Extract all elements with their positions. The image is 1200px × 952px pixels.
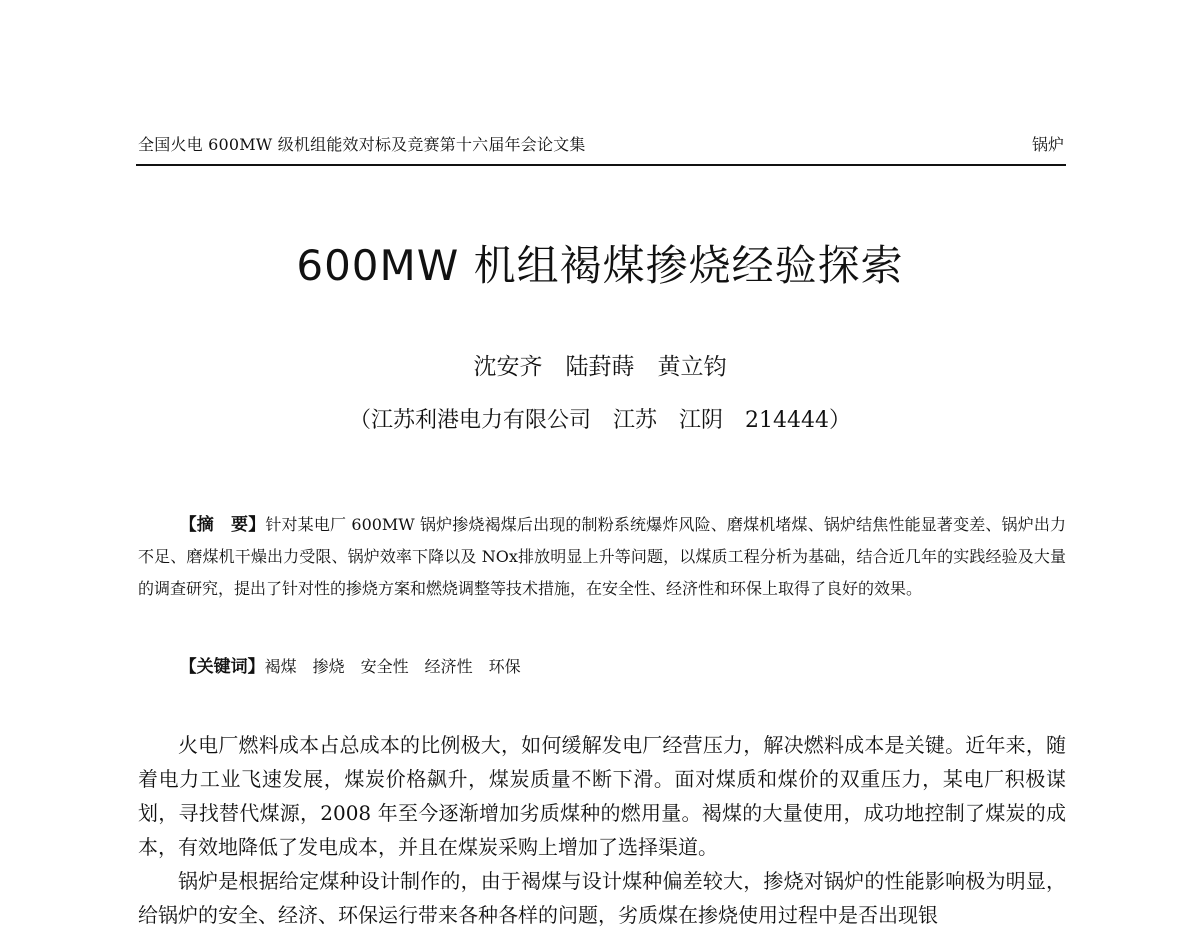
author-list: 沈安齐 陆葑蒔 黄立钧: [473, 354, 727, 380]
running-header: [136, 134, 1066, 166]
keywords-block: [138, 651, 1066, 683]
proceedings-title: 全国火电 600MW 级机组能效对标及竞赛第十六届年会论文集: [138, 135, 586, 154]
abstract-block: [138, 509, 1066, 605]
keywords-text: 褐煤 掺烧 安全性 经济性 环保: [264, 657, 521, 676]
keywords-label: 【关键词】: [179, 657, 265, 677]
paper-title: 600MW 机组褐煤掺烧经验探索: [296, 241, 904, 290]
body-text: [138, 728, 1066, 932]
abstract-paragraph: [138, 509, 1066, 605]
body-paragraph-2: 锅炉是根据给定煤种设计制作的，由于褐煤与设计煤种偏差较大，掺烧对锅炉的性能影响极为明显，给锅炉的安全、经济、环保运行带来各种各样的问题，劣质煤在掺烧使用过程中是否出现银: [138, 869, 1066, 927]
section-label: 锅炉: [1031, 135, 1064, 154]
abstract-text: 针对某电厂 600MW 锅炉掺烧褐煤后出现的制粉系统爆炸风险、磨煤机堵煤、锅炉结焦性能显著变差、锅炉出力不足、磨煤机干燥出力受限、锅炉效率下降以及 NOx排放明显上升等问题，以煤质工程分析为基础，结合近几年的实践经验及大量的调查研究，提出了针对性的掺烧方案和燃烧调整等技术措施，在安全性、经济性和环保上取得了良好的效果。: [138, 515, 1067, 598]
affiliation: （江苏利港电力有限公司 江苏 江阴 214444）: [349, 408, 851, 433]
abstract-label: 【摘 要】: [179, 515, 266, 535]
body-paragraph-1: 火电厂燃料成本占总成本的比例极大，如何缓解发电厂经营压力，解决燃料成本是关键。近年来，随着电力工业飞速发展，煤炭价格飙升，煤炭质量不断下滑。面对煤质和煤价的双重压力，某电厂积极谋划，寻找替代煤源，2008 年至今逐渐增加劣质煤种的燃用量。褐煤的大量使用，成功地控制了煤炭的成本，有效地降低了发电成本，并且在煤炭采购上增加了选择渠道。: [138, 733, 1066, 859]
